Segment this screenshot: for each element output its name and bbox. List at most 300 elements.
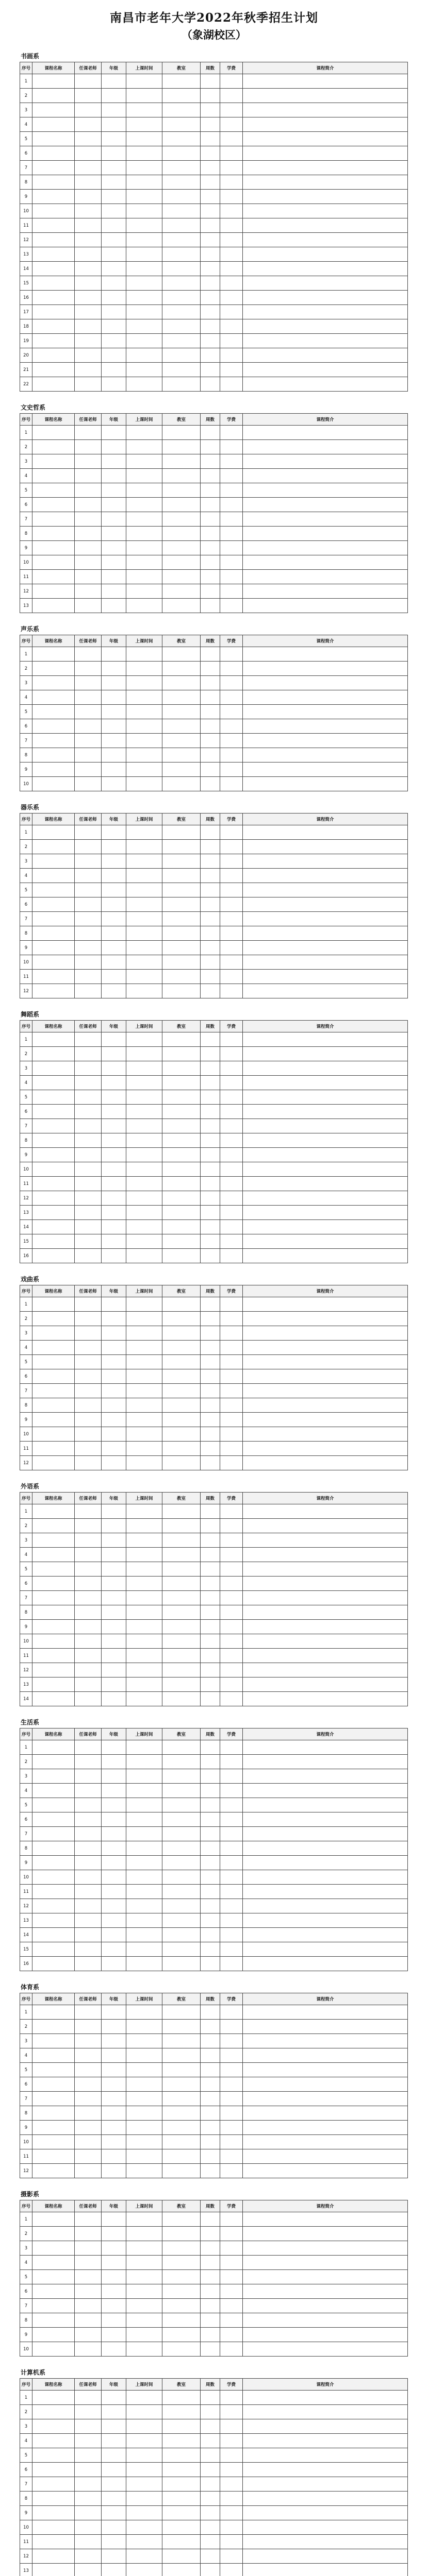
table-cell: [102, 2506, 126, 2520]
table-cell: [243, 291, 408, 305]
table-cell: [201, 1769, 220, 1784]
table-cell: [75, 363, 102, 377]
table-cell: [75, 1341, 102, 1355]
table-cell: [75, 2448, 102, 2463]
table-row: [20, 1442, 408, 1456]
table-cell: [126, 305, 162, 319]
table-row: [20, 2535, 408, 2549]
table-cell: [32, 1105, 75, 1119]
table-cell: [201, 869, 220, 883]
table-cell: [32, 2391, 75, 2405]
table-cell: [220, 1191, 243, 1206]
table-cell: [102, 1740, 126, 1755]
table-cell: [102, 1119, 126, 1133]
table-row: [20, 1090, 408, 1105]
table-row: [20, 1341, 408, 1355]
table-cell: [162, 218, 201, 233]
table-cell: [162, 2342, 201, 2357]
table-cell: [75, 1740, 102, 1755]
table-cell: [220, 926, 243, 941]
table-cell: [75, 2549, 102, 2564]
table-cell: [201, 2520, 220, 2535]
table-cell: [32, 869, 75, 883]
table-cell: 16: [20, 291, 32, 305]
table-cell: 12: [20, 1191, 32, 1206]
table-cell: [32, 1413, 75, 1427]
table-cell: [162, 1220, 201, 1234]
table-cell: 7: [20, 1827, 32, 1841]
table-cell: [32, 483, 75, 498]
table-cell: [220, 276, 243, 291]
table-cell: 3: [20, 2241, 32, 2256]
table-cell: [126, 2391, 162, 2405]
table-cell: [162, 1798, 201, 1812]
table-cell: [162, 2391, 201, 2405]
table-cell: [162, 2549, 201, 2564]
table-cell: 2: [20, 2020, 32, 2034]
table-cell: [220, 1885, 243, 1899]
table-cell: [243, 1913, 408, 1928]
table-cell: [201, 2135, 220, 2149]
table-cell: [220, 541, 243, 555]
table-cell: [201, 348, 220, 363]
table-cell: [243, 1591, 408, 1605]
table-cell: [32, 2005, 75, 2020]
table-cell: [126, 2549, 162, 2564]
section-heading: 声乐系: [21, 625, 40, 633]
table-cell: [220, 319, 243, 334]
table-cell: [201, 2270, 220, 2284]
table-cell: [32, 103, 75, 117]
table-cell: [201, 2256, 220, 2270]
table-cell: 9: [20, 2328, 32, 2342]
table-cell: [102, 734, 126, 748]
table-cell: [243, 483, 408, 498]
table-cell: [126, 2241, 162, 2256]
course-table: [20, 813, 408, 998]
table-cell: [102, 2256, 126, 2270]
table-cell: [162, 483, 201, 498]
column-header: 年级: [102, 1728, 126, 1740]
table-cell: [32, 1456, 75, 1470]
table-cell: [126, 1076, 162, 1090]
table-cell: [162, 498, 201, 512]
table-cell: [102, 1899, 126, 1913]
table-cell: [75, 1692, 102, 1706]
table-cell: [162, 2149, 201, 2164]
table-cell: [162, 1755, 201, 1769]
table-cell: [32, 334, 75, 348]
table-row: [20, 897, 408, 912]
table-cell: [32, 204, 75, 218]
table-row: [20, 2549, 408, 2564]
table-cell: 11: [20, 2149, 32, 2164]
column-header: 任课老师: [75, 414, 102, 426]
table-cell: [220, 146, 243, 161]
table-cell: [162, 1413, 201, 1427]
table-cell: [162, 926, 201, 941]
table-cell: [102, 1297, 126, 1312]
table-cell: [126, 1504, 162, 1519]
table-cell: [162, 2405, 201, 2419]
table-cell: 6: [20, 1577, 32, 1591]
table-cell: 4: [20, 117, 32, 132]
table-cell: [201, 1326, 220, 1341]
table-cell: [102, 2212, 126, 2227]
table-cell: [75, 1841, 102, 1856]
table-cell: [102, 1784, 126, 1798]
table-cell: 10: [20, 1870, 32, 1885]
table-cell: [201, 541, 220, 555]
table-cell: [32, 1812, 75, 1827]
course-table: [20, 1020, 408, 1263]
table-cell: [201, 1841, 220, 1856]
table-cell: [102, 570, 126, 584]
table-cell: [162, 1856, 201, 1870]
table-cell: [102, 2342, 126, 2357]
table-cell: [32, 1234, 75, 1249]
table-cell: [32, 247, 75, 262]
table-row: [20, 955, 408, 970]
column-header: 课程简介: [243, 635, 408, 647]
table-cell: 15: [20, 1942, 32, 1957]
table-cell: [126, 1032, 162, 1047]
table-cell: [102, 762, 126, 777]
table-cell: [162, 305, 201, 319]
table-cell: [162, 527, 201, 541]
table-cell: [201, 1620, 220, 1634]
table-cell: [32, 233, 75, 247]
table-cell: [201, 1206, 220, 1220]
table-row: [20, 1692, 408, 1706]
table-cell: [102, 1548, 126, 1562]
table-cell: [32, 2256, 75, 2270]
table-cell: [32, 1942, 75, 1957]
table-cell: [201, 825, 220, 840]
table-cell: [162, 1634, 201, 1649]
table-cell: [243, 1769, 408, 1784]
table-cell: [32, 1928, 75, 1942]
table-cell: [220, 2299, 243, 2313]
table-cell: [126, 1577, 162, 1591]
table-row: [20, 1162, 408, 1177]
table-row: [20, 2005, 408, 2020]
table-cell: [243, 1191, 408, 1206]
table-cell: [75, 762, 102, 777]
table-cell: [126, 2121, 162, 2135]
table-cell: [75, 662, 102, 676]
table-cell: [126, 941, 162, 955]
table-cell: 8: [20, 2492, 32, 2506]
table-cell: [102, 218, 126, 233]
table-cell: [126, 777, 162, 791]
table-cell: [75, 2284, 102, 2299]
table-cell: [201, 319, 220, 334]
table-cell: [75, 1249, 102, 1263]
table-cell: [126, 1442, 162, 1456]
table-cell: [75, 1090, 102, 1105]
table-row: [20, 719, 408, 734]
table-cell: 21: [20, 363, 32, 377]
table-cell: [32, 1856, 75, 1870]
table-cell: [162, 319, 201, 334]
table-cell: [220, 2520, 243, 2535]
table-cell: [220, 363, 243, 377]
table-cell: [220, 2020, 243, 2034]
table-cell: [201, 132, 220, 146]
table-cell: [220, 1870, 243, 1885]
table-cell: [162, 132, 201, 146]
table-cell: 5: [20, 1562, 32, 1577]
table-cell: [243, 117, 408, 132]
table-cell: [32, 426, 75, 440]
table-cell: [102, 2270, 126, 2284]
table-cell: [126, 469, 162, 483]
table-row: [20, 2212, 408, 2227]
table-cell: [243, 2092, 408, 2106]
table-row: [20, 262, 408, 276]
table-cell: [102, 1827, 126, 1841]
table-cell: [126, 599, 162, 613]
table-cell: [75, 74, 102, 89]
table-cell: [220, 469, 243, 483]
table-cell: [102, 1384, 126, 1398]
table-cell: [75, 2106, 102, 2121]
table-cell: [201, 117, 220, 132]
table-cell: [201, 570, 220, 584]
table-cell: [201, 584, 220, 599]
table-cell: [102, 1456, 126, 1470]
table-cell: 7: [20, 2092, 32, 2106]
table-cell: [102, 2299, 126, 2313]
table-cell: [201, 2328, 220, 2342]
table-cell: [201, 262, 220, 276]
table-cell: [32, 762, 75, 777]
table-cell: [32, 2328, 75, 2342]
table-cell: [243, 2077, 408, 2092]
table-cell: [102, 825, 126, 840]
table-cell: [243, 469, 408, 483]
table-cell: [201, 1413, 220, 1427]
table-cell: [162, 1533, 201, 1548]
table-cell: [243, 719, 408, 734]
table-cell: [32, 570, 75, 584]
table-cell: [243, 762, 408, 777]
table-cell: [32, 1620, 75, 1634]
table-cell: [220, 2106, 243, 2121]
table-cell: [75, 1119, 102, 1133]
table-row: [20, 1297, 408, 1312]
table-cell: [220, 218, 243, 233]
table-header-row: [20, 1493, 408, 1504]
table-cell: [32, 2135, 75, 2149]
table-cell: 6: [20, 719, 32, 734]
table-cell: [102, 2492, 126, 2506]
table-row: [20, 1649, 408, 1663]
table-cell: [220, 348, 243, 363]
table-cell: [75, 469, 102, 483]
table-cell: [126, 1562, 162, 1577]
table-cell: [162, 161, 201, 175]
table-cell: [75, 1885, 102, 1899]
table-cell: [220, 498, 243, 512]
table-cell: [75, 854, 102, 869]
table-cell: [32, 854, 75, 869]
table-cell: [243, 190, 408, 204]
table-cell: [126, 1677, 162, 1692]
table-cell: [32, 305, 75, 319]
table-row: [20, 676, 408, 690]
table-cell: [126, 1413, 162, 1427]
table-cell: [243, 74, 408, 89]
table-cell: [75, 2419, 102, 2434]
table-row: [20, 1899, 408, 1913]
column-header: 课程简介: [243, 1021, 408, 1032]
table-cell: [126, 89, 162, 103]
table-row: [20, 883, 408, 897]
table-cell: [243, 1533, 408, 1548]
table-cell: [126, 2477, 162, 2492]
table-cell: [32, 1827, 75, 1841]
table-cell: [32, 319, 75, 334]
table-cell: [243, 970, 408, 984]
table-header-row: [20, 814, 408, 825]
table-cell: [162, 854, 201, 869]
column-header: 年级: [102, 2200, 126, 2212]
table-cell: [201, 291, 220, 305]
table-cell: [162, 146, 201, 161]
table-cell: [201, 483, 220, 498]
table-cell: [126, 1133, 162, 1148]
table-cell: [75, 161, 102, 175]
table-cell: [32, 984, 75, 998]
table-cell: [162, 1326, 201, 1341]
table-cell: 11: [20, 1442, 32, 1456]
table-cell: [201, 1577, 220, 1591]
table-cell: [126, 146, 162, 161]
table-cell: [126, 584, 162, 599]
table-cell: [243, 1798, 408, 1812]
table-cell: [126, 1620, 162, 1634]
table-cell: [201, 555, 220, 570]
column-header: 年级: [102, 1493, 126, 1504]
table-cell: [162, 869, 201, 883]
table-cell: [126, 1533, 162, 1548]
table-cell: [102, 2284, 126, 2299]
table-cell: 9: [20, 190, 32, 204]
table-cell: 7: [20, 2299, 32, 2313]
table-cell: [126, 1885, 162, 1899]
column-header: 课程名称: [32, 1993, 75, 2005]
table-cell: 2: [20, 662, 32, 676]
table-cell: [126, 1548, 162, 1562]
table-cell: [102, 276, 126, 291]
table-cell: [102, 1620, 126, 1634]
table-cell: [126, 2506, 162, 2520]
table-cell: [75, 555, 102, 570]
table-cell: [102, 719, 126, 734]
table-cell: 13: [20, 1913, 32, 1928]
table-cell: [201, 103, 220, 117]
table-cell: [126, 1591, 162, 1605]
table-cell: 8: [20, 926, 32, 941]
column-header: 周数: [201, 1493, 220, 1504]
table-cell: [32, 2299, 75, 2313]
table-cell: [243, 1413, 408, 1427]
table-cell: [32, 705, 75, 719]
table-cell: [126, 555, 162, 570]
table-cell: [126, 1957, 162, 1971]
table-cell: [102, 705, 126, 719]
table-cell: [102, 175, 126, 190]
table-cell: [102, 1105, 126, 1119]
column-header: 课程名称: [32, 62, 75, 74]
course-table: [20, 2200, 408, 2357]
table-row: [20, 1177, 408, 1191]
table-cell: [162, 2063, 201, 2077]
table-cell: [75, 1297, 102, 1312]
table-cell: [126, 2328, 162, 2342]
table-cell: [32, 734, 75, 748]
table-cell: [126, 2034, 162, 2048]
table-cell: [201, 2564, 220, 2576]
column-header: 任课老师: [75, 62, 102, 74]
table-cell: [220, 1928, 243, 1942]
department-section: [20, 2366, 407, 2576]
table-cell: [201, 2092, 220, 2106]
table-cell: [75, 218, 102, 233]
table-cell: [102, 1677, 126, 1692]
table-cell: [75, 1384, 102, 1398]
table-cell: [162, 1133, 201, 1148]
table-cell: [162, 1355, 201, 1369]
table-cell: [220, 1032, 243, 1047]
table-cell: [126, 2020, 162, 2034]
table-cell: [220, 2492, 243, 2506]
table-cell: [126, 161, 162, 175]
table-cell: [32, 662, 75, 676]
table-cell: [220, 2434, 243, 2448]
table-cell: [201, 2077, 220, 2092]
table-cell: [243, 2106, 408, 2121]
table-cell: [201, 2227, 220, 2241]
table-cell: [201, 1032, 220, 1047]
column-header: 年级: [102, 62, 126, 74]
table-cell: [102, 1427, 126, 1442]
table-cell: [102, 2092, 126, 2106]
table-cell: 4: [20, 1548, 32, 1562]
table-cell: [220, 74, 243, 89]
table-header-row: [20, 2379, 408, 2391]
table-row: [20, 1047, 408, 1061]
table-cell: [162, 1162, 201, 1177]
table-cell: [75, 2328, 102, 2342]
table-cell: [32, 2212, 75, 2227]
table-cell: [126, 1249, 162, 1263]
table-cell: [201, 2063, 220, 2077]
table-cell: [126, 1692, 162, 1706]
table-cell: [162, 1957, 201, 1971]
table-cell: 18: [20, 319, 32, 334]
table-cell: [220, 2212, 243, 2227]
table-cell: [220, 1061, 243, 1076]
table-cell: [102, 1812, 126, 1827]
table-cell: [243, 2212, 408, 2227]
table-cell: [243, 2063, 408, 2077]
table-cell: [32, 440, 75, 454]
table-cell: [201, 926, 220, 941]
table-row: [20, 2106, 408, 2121]
